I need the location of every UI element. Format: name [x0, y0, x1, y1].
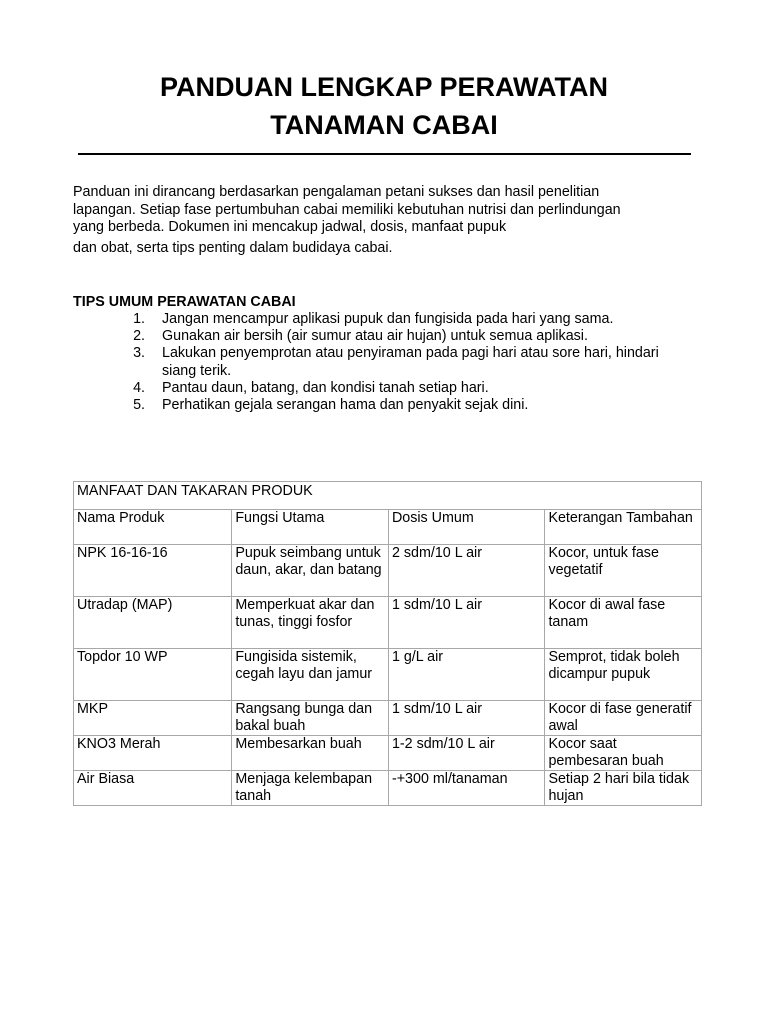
list-item-text: Lakukan penyemprotan atau penyiraman pada pagi hari atau sore hari, hindari siang terik.	[162, 345, 659, 379]
table-cell: 1-2 sdm/10 L air	[388, 736, 545, 771]
table-header-row	[74, 510, 702, 545]
title-line-1: PANDUAN LENGKAP PERAWATAN	[159, 72, 609, 102]
table-caption-row	[74, 482, 702, 510]
table-cell: 1 sdm/10 L air	[388, 701, 545, 736]
product-table	[73, 481, 702, 806]
list-item-number: 3.	[133, 345, 145, 362]
list-item-number: 2.	[133, 328, 145, 345]
list-item-number: 5.	[133, 397, 145, 414]
table-cell: Topdor 10 WP	[74, 649, 232, 701]
list-item-text: Jangan mencampur aplikasi pupuk dan fungisida pada hari yang sama.	[162, 311, 614, 327]
list-item-number: 1.	[133, 311, 145, 327]
table-cell: Utradap (MAP)	[74, 597, 232, 649]
list-item-text: Pantau daun, batang, dan kondisi tanah setiap hari.	[162, 379, 489, 396]
intro-line-1: Panduan ini dirancang berdasarkan pengalaman petani sukses dan hasil penelitian	[73, 184, 600, 200]
table-cell: Membesarkan buah	[232, 736, 389, 771]
tips-heading: TIPS UMUM PERAWATAN CABAI	[73, 294, 296, 310]
table-cell: 1 g/L air	[388, 649, 545, 701]
intro-paragraph	[73, 184, 703, 257]
table-cell: KNO3 Merah	[74, 736, 232, 771]
table-row	[74, 736, 702, 771]
table-cell: Menjaga kelembapan tanah	[232, 771, 389, 806]
table-row	[74, 649, 702, 701]
column-header-fungsi-utama: Fungsi Utama	[232, 510, 389, 545]
intro-line-4: dan obat, serta tips penting dalam budidaya cabai.	[73, 239, 393, 256]
table-cell: Pupuk seimbang untuk daun, akar, dan batang	[232, 545, 389, 597]
table-cell: Kocor saat pembesaran buah	[545, 736, 702, 771]
list-item	[73, 311, 693, 328]
table-cell: NPK 16-16-16	[74, 545, 232, 597]
column-header-nama-produk: Nama Produk	[74, 510, 232, 545]
table-row	[74, 771, 702, 806]
column-header-keterangan: Keterangan Tambahan	[545, 510, 702, 545]
table-cell: Kocor di fase generatif awal	[545, 701, 702, 736]
table-row	[74, 597, 702, 649]
table-cell: Fungisida sistemik, cegah layu dan jamur	[232, 649, 389, 701]
tips-list	[73, 311, 693, 414]
list-item-text: Gunakan air bersih (air sumur atau air hujan) untuk semua aplikasi.	[162, 328, 588, 345]
table-cell: Kocor, untuk fase vegetatif	[545, 545, 702, 597]
title-line-2: TANAMAN CABAI	[270, 110, 498, 140]
table-cell: Rangsang bunga dan bakal buah	[232, 701, 389, 736]
table-cell: Semprot, tidak boleh dicampur pupuk	[545, 649, 702, 701]
table-cell: Kocor di awal fase tanam	[545, 597, 702, 649]
list-item-number: 4.	[133, 379, 145, 396]
page-title	[60, 68, 708, 144]
table-cell: 2 sdm/10 L air	[388, 545, 545, 597]
table-cell: Air Biasa	[74, 771, 232, 806]
table-row	[74, 545, 702, 597]
table-caption: MANFAAT DAN TAKARAN PRODUK	[74, 482, 702, 510]
list-item	[73, 345, 693, 379]
list-item	[73, 328, 693, 345]
intro-line-3: yang berbeda. Dokumen ini mencakup jadwal, dosis, manfaat pupuk	[73, 219, 507, 235]
table-cell: Setiap 2 hari bila tidak hujan	[545, 771, 702, 806]
list-item	[73, 397, 693, 414]
table-cell: Memperkuat akar dan tunas, tinggi fosfor	[232, 597, 389, 649]
table-cell: 1 sdm/10 L air	[388, 597, 545, 649]
column-header-dosis-umum: Dosis Umum	[388, 510, 545, 545]
list-item	[73, 380, 693, 397]
list-item-text: Perhatikan gejala serangan hama dan penyakit sejak dini.	[162, 397, 529, 414]
table-cell: MKP	[74, 701, 232, 736]
intro-line-2: lapangan. Setiap fase pertumbuhan cabai memiliki kebutuhan nutrisi dan perlindungan	[73, 201, 621, 218]
table-cell: -+300 ml/tanaman	[388, 771, 545, 806]
title-divider	[78, 153, 691, 155]
table-row	[74, 701, 702, 736]
